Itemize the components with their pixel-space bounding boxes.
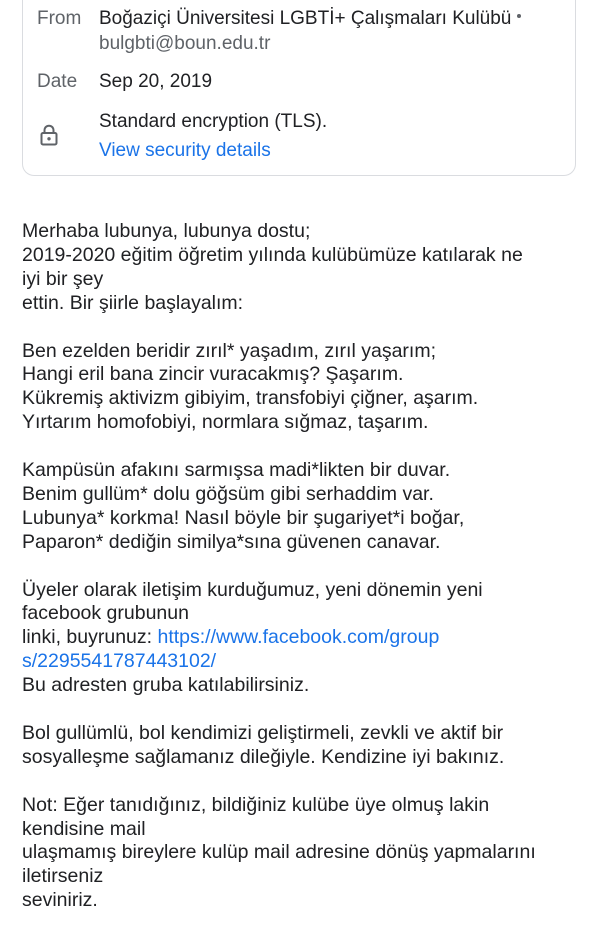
body-line: Paparon* dediğin similya*sına güvenen canavar. <box>22 530 441 553</box>
sender-email[interactable]: bulgbti@boun.edu.tr <box>99 33 271 54</box>
body-line: Bol gullümlü, bol kendimizi geliştirmeli, zevkli ve aktif bir <box>22 721 504 744</box>
facebook-group-link[interactable]: https://www.facebook.com/group <box>157 626 440 649</box>
encryption-status: Standard encryption (TLS). <box>99 111 328 132</box>
blank-line <box>22 435 582 459</box>
body-line: Kükremiş aktivizm gibiyim, transfobiyi çiğner, aşarım. <box>22 387 479 410</box>
blank-line <box>22 316 582 340</box>
body-line: Hangi eril bana zincir vuracakmış? Şaşarım. <box>22 363 404 386</box>
body-line: iyi bir şey <box>22 267 104 290</box>
body-lines-after-link <box>22 674 582 913</box>
body-line: Not: Eğer tanıdığınız, bildiğiniz kulübe üye olmuş lakin <box>22 793 490 816</box>
from-label: From <box>37 8 82 29</box>
body-line: Bu adresten gruba katılabilirsiniz. <box>22 674 310 697</box>
body-line: facebook grubunun <box>22 602 189 625</box>
body-line: kendisine mail <box>22 817 146 840</box>
body-line: Üyeler olarak iletişim kurduğumuz, yeni dönemin yeni <box>22 578 483 601</box>
date-value: Sep 20, 2019 <box>99 71 213 92</box>
body-line: iletirseniz <box>22 865 104 888</box>
link-prefix: linki, buyrunuz: <box>22 626 158 649</box>
body-line: ettin. Bir şiirle başlayalım: <box>22 291 244 314</box>
body-line: sosyalleşme sağlamanız dileğiyle. Kendizine iyi bakınız. <box>22 745 505 768</box>
link-line-continued <box>22 650 582 674</box>
body-line: Yırtarım homofobiyi, normlara sığmaz, taşarım. <box>22 411 429 434</box>
sender-name[interactable]: Boğaziçi Üniversitesi LGBTİ+ Çalışmaları Kulübü <box>99 8 521 30</box>
date-label: Date <box>37 71 78 92</box>
body-line: Ben ezelden beridir zırıl* yaşadım, zırıl yaşarım; <box>22 339 436 362</box>
message-body <box>22 220 582 913</box>
body-line: Merhaba lubunya, lubunya dostu; <box>22 220 311 242</box>
body-line: ulaşmamış bireylere kulüp mail adresine dönüş yapmalarını <box>22 841 536 864</box>
lock-icon <box>40 124 58 146</box>
facebook-group-link-continued[interactable]: s/2295541787443102/ <box>22 650 217 673</box>
link-line <box>22 626 582 650</box>
body-line: 2019-2020 eğitim öğretim yılında kulübümüze katılarak ne <box>22 243 523 266</box>
body-line: Kampüsün afakını sarmışsa madi*likten bir duvar. <box>22 459 451 482</box>
body-line: seviniriz. <box>22 889 98 912</box>
blank-line <box>22 698 582 722</box>
separator-dot-icon <box>517 14 521 18</box>
body-line: Benim gullüm* dolu göğsüm gibi serhaddim var. <box>22 482 434 505</box>
blank-line <box>22 770 582 794</box>
body-line: Lubunya* korkma! Nasıl böyle bir şugariyet*i boğar, <box>22 506 465 529</box>
blank-line <box>22 555 582 579</box>
view-security-details-link[interactable]: View security details <box>99 140 271 161</box>
body-lines-before-link <box>22 220 582 626</box>
